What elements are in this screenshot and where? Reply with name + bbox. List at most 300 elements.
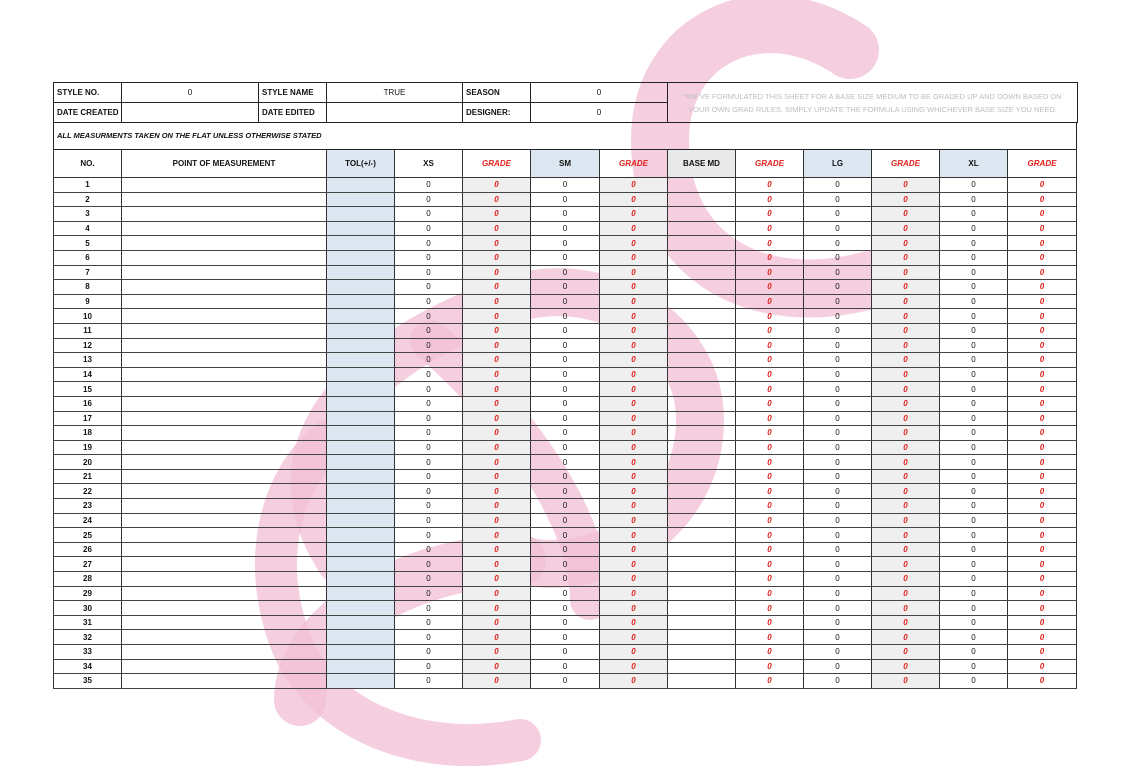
point-of-measurement-cell[interactable]	[122, 353, 327, 368]
xs-grade-cell: 0	[463, 513, 531, 528]
table-row-number: 7	[54, 265, 122, 280]
xl-value-cell[interactable]: 0	[940, 250, 1008, 265]
xl-value-cell[interactable]: 0	[940, 309, 1008, 324]
xl-value-cell[interactable]: 0	[940, 455, 1008, 470]
point-of-measurement-cell[interactable]	[122, 586, 327, 601]
base-md-value-cell[interactable]	[668, 586, 736, 601]
sm-value-cell[interactable]: 0	[531, 630, 600, 645]
designer-field[interactable]: 0	[531, 103, 668, 123]
point-of-measurement-cell[interactable]	[122, 499, 327, 514]
lg-value-cell[interactable]: 0	[804, 221, 872, 236]
xs-value-cell[interactable]: 0	[395, 645, 463, 660]
xs-value-cell[interactable]: 0	[395, 207, 463, 222]
md-grade-cell: 0	[736, 542, 804, 557]
tolerance-cell[interactable]	[327, 586, 395, 601]
xl-value-cell[interactable]: 0	[940, 221, 1008, 236]
sm-value-cell[interactable]: 0	[531, 557, 600, 572]
sm-value-cell[interactable]: 0	[531, 659, 600, 674]
lg-value-cell[interactable]: 0	[804, 542, 872, 557]
point-of-measurement-cell[interactable]	[122, 309, 327, 324]
sm-value-cell[interactable]: 0	[531, 294, 600, 309]
point-of-measurement-cell[interactable]	[122, 323, 327, 338]
point-of-measurement-cell[interactable]	[122, 411, 327, 426]
base-md-value-cell[interactable]	[668, 309, 736, 324]
base-md-value-cell[interactable]	[668, 440, 736, 455]
base-md-value-cell[interactable]	[668, 469, 736, 484]
sm-value-cell[interactable]: 0	[531, 615, 600, 630]
tolerance-cell[interactable]	[327, 440, 395, 455]
sm-value-cell[interactable]: 0	[531, 528, 600, 543]
sm-grade-cell: 0	[600, 207, 668, 222]
xl-value-cell[interactable]: 0	[940, 528, 1008, 543]
md-grade-cell: 0	[736, 513, 804, 528]
point-of-measurement-cell[interactable]	[122, 250, 327, 265]
base-md-value-cell[interactable]	[668, 192, 736, 207]
base-md-value-cell[interactable]	[668, 601, 736, 616]
base-md-value-cell[interactable]	[668, 645, 736, 660]
tolerance-cell[interactable]	[327, 367, 395, 382]
xs-value-cell[interactable]: 0	[395, 469, 463, 484]
point-of-measurement-cell[interactable]	[122, 221, 327, 236]
base-md-value-cell[interactable]	[668, 382, 736, 397]
tolerance-cell[interactable]	[327, 236, 395, 251]
base-md-value-cell[interactable]	[668, 280, 736, 295]
point-of-measurement-cell[interactable]	[122, 645, 327, 660]
xl-value-cell[interactable]: 0	[940, 615, 1008, 630]
xs-value-cell[interactable]: 0	[395, 601, 463, 616]
md-grade-cell: 0	[736, 469, 804, 484]
xl-value-cell[interactable]: 0	[940, 484, 1008, 499]
lg-value-cell[interactable]: 0	[804, 250, 872, 265]
point-of-measurement-cell[interactable]	[122, 178, 327, 193]
xs-value-cell[interactable]: 0	[395, 557, 463, 572]
tolerance-cell[interactable]	[327, 207, 395, 222]
sm-value-cell[interactable]: 0	[531, 338, 600, 353]
base-md-value-cell[interactable]	[668, 572, 736, 587]
sm-value-cell[interactable]: 0	[531, 221, 600, 236]
lg-value-cell[interactable]: 0	[804, 323, 872, 338]
tolerance-cell[interactable]	[327, 484, 395, 499]
sm-value-cell[interactable]: 0	[531, 178, 600, 193]
xl-value-cell[interactable]: 0	[940, 207, 1008, 222]
lg-grade-cell: 0	[872, 484, 940, 499]
lg-grade-cell: 0	[872, 323, 940, 338]
xs-value-cell[interactable]: 0	[395, 323, 463, 338]
table-row	[54, 207, 1077, 222]
sm-value-cell[interactable]: 0	[531, 207, 600, 222]
sm-grade-cell: 0	[600, 630, 668, 645]
xl-value-cell[interactable]: 0	[940, 630, 1008, 645]
tolerance-cell[interactable]	[327, 630, 395, 645]
xs-value-cell[interactable]: 0	[395, 221, 463, 236]
xs-value-cell[interactable]: 0	[395, 630, 463, 645]
tolerance-cell[interactable]	[327, 528, 395, 543]
lg-value-cell[interactable]: 0	[804, 280, 872, 295]
tolerance-cell[interactable]	[327, 309, 395, 324]
xs-value-cell[interactable]: 0	[395, 484, 463, 499]
tolerance-cell[interactable]	[327, 265, 395, 280]
xl-value-cell[interactable]: 0	[940, 338, 1008, 353]
xl-value-cell[interactable]: 0	[940, 659, 1008, 674]
lg-value-cell[interactable]: 0	[804, 338, 872, 353]
base-md-value-cell[interactable]	[668, 557, 736, 572]
base-md-value-cell[interactable]	[668, 615, 736, 630]
tolerance-cell[interactable]	[327, 280, 395, 295]
col-header-grade-xs: GRADE	[463, 150, 531, 178]
xl-grade-cell: 0	[1008, 382, 1077, 397]
xl-value-cell[interactable]: 0	[940, 542, 1008, 557]
point-of-measurement-cell[interactable]	[122, 426, 327, 441]
base-md-value-cell[interactable]	[668, 250, 736, 265]
tolerance-cell[interactable]	[327, 192, 395, 207]
xl-value-cell[interactable]: 0	[940, 645, 1008, 660]
xs-value-cell[interactable]: 0	[395, 382, 463, 397]
xl-value-cell[interactable]: 0	[940, 513, 1008, 528]
xl-value-cell[interactable]: 0	[940, 469, 1008, 484]
sm-value-cell[interactable]: 0	[531, 323, 600, 338]
sm-value-cell[interactable]: 0	[531, 236, 600, 251]
xs-value-cell[interactable]: 0	[395, 411, 463, 426]
sm-value-cell[interactable]: 0	[531, 499, 600, 514]
base-md-value-cell[interactable]	[668, 207, 736, 222]
sm-value-cell[interactable]: 0	[531, 586, 600, 601]
xl-grade-cell: 0	[1008, 192, 1077, 207]
tolerance-cell[interactable]	[327, 499, 395, 514]
lg-value-cell[interactable]: 0	[804, 192, 872, 207]
sm-value-cell[interactable]: 0	[531, 192, 600, 207]
tolerance-cell[interactable]	[327, 572, 395, 587]
tolerance-cell[interactable]	[327, 601, 395, 616]
lg-value-cell[interactable]: 0	[804, 426, 872, 441]
point-of-measurement-cell[interactable]	[122, 207, 327, 222]
xs-value-cell[interactable]: 0	[395, 250, 463, 265]
point-of-measurement-cell[interactable]	[122, 528, 327, 543]
xl-value-cell[interactable]: 0	[940, 367, 1008, 382]
sm-value-cell[interactable]: 0	[531, 674, 600, 689]
tolerance-cell[interactable]	[327, 426, 395, 441]
tolerance-cell[interactable]	[327, 221, 395, 236]
point-of-measurement-cell[interactable]	[122, 513, 327, 528]
point-of-measurement-cell[interactable]	[122, 265, 327, 280]
base-md-value-cell[interactable]	[668, 455, 736, 470]
tolerance-cell[interactable]	[327, 338, 395, 353]
base-md-value-cell[interactable]	[668, 674, 736, 689]
base-md-value-cell[interactable]	[668, 294, 736, 309]
base-md-value-cell[interactable]	[668, 499, 736, 514]
base-md-value-cell[interactable]	[668, 542, 736, 557]
xs-grade-cell: 0	[463, 323, 531, 338]
base-md-value-cell[interactable]	[668, 236, 736, 251]
tolerance-cell[interactable]	[327, 557, 395, 572]
lg-value-cell[interactable]: 0	[804, 528, 872, 543]
tolerance-cell[interactable]	[327, 353, 395, 368]
md-grade-cell: 0	[736, 396, 804, 411]
lg-value-cell[interactable]: 0	[804, 586, 872, 601]
sm-value-cell[interactable]: 0	[531, 309, 600, 324]
lg-value-cell[interactable]: 0	[804, 178, 872, 193]
point-of-measurement-cell[interactable]	[122, 338, 327, 353]
xl-grade-cell: 0	[1008, 645, 1077, 660]
sm-grade-cell: 0	[600, 484, 668, 499]
sm-value-cell[interactable]: 0	[531, 426, 600, 441]
base-md-value-cell[interactable]	[668, 426, 736, 441]
tolerance-cell[interactable]	[327, 411, 395, 426]
xl-grade-cell: 0	[1008, 440, 1077, 455]
xs-value-cell[interactable]: 0	[395, 309, 463, 324]
point-of-measurement-cell[interactable]	[122, 601, 327, 616]
xl-value-cell[interactable]: 0	[940, 265, 1008, 280]
xs-value-cell[interactable]: 0	[395, 294, 463, 309]
style-no-field[interactable]: 0	[122, 83, 259, 103]
sm-value-cell[interactable]: 0	[531, 601, 600, 616]
point-of-measurement-cell[interactable]	[122, 280, 327, 295]
tolerance-cell[interactable]	[327, 250, 395, 265]
point-of-measurement-cell[interactable]	[122, 542, 327, 557]
style-name-field[interactable]: TRUE	[327, 83, 463, 103]
xs-value-cell[interactable]: 0	[395, 455, 463, 470]
md-grade-cell: 0	[736, 192, 804, 207]
xs-value-cell[interactable]: 0	[395, 396, 463, 411]
xs-grade-cell: 0	[463, 309, 531, 324]
point-of-measurement-cell[interactable]	[122, 294, 327, 309]
table-row-number: 4	[54, 221, 122, 236]
lg-value-cell[interactable]: 0	[804, 207, 872, 222]
base-md-value-cell[interactable]	[668, 528, 736, 543]
xl-value-cell[interactable]: 0	[940, 499, 1008, 514]
base-md-value-cell[interactable]	[668, 513, 736, 528]
lg-value-cell[interactable]: 0	[804, 382, 872, 397]
point-of-measurement-cell[interactable]	[122, 557, 327, 572]
lg-value-cell[interactable]: 0	[804, 499, 872, 514]
xl-grade-cell: 0	[1008, 221, 1077, 236]
xl-value-cell[interactable]: 0	[940, 236, 1008, 251]
lg-value-cell[interactable]: 0	[804, 615, 872, 630]
lg-value-cell[interactable]: 0	[804, 513, 872, 528]
xl-value-cell[interactable]: 0	[940, 353, 1008, 368]
xl-value-cell[interactable]: 0	[940, 411, 1008, 426]
point-of-measurement-cell[interactable]	[122, 236, 327, 251]
xl-value-cell[interactable]: 0	[940, 586, 1008, 601]
point-of-measurement-cell[interactable]	[122, 615, 327, 630]
base-md-value-cell[interactable]	[668, 338, 736, 353]
tolerance-cell[interactable]	[327, 659, 395, 674]
table-row-number: 11	[54, 323, 122, 338]
sm-value-cell[interactable]: 0	[531, 440, 600, 455]
tolerance-cell[interactable]	[327, 513, 395, 528]
sm-value-cell[interactable]: 0	[531, 572, 600, 587]
lg-value-cell[interactable]: 0	[804, 674, 872, 689]
base-md-value-cell[interactable]	[668, 411, 736, 426]
xl-value-cell[interactable]: 0	[940, 440, 1008, 455]
xs-value-cell[interactable]: 0	[395, 586, 463, 601]
xs-value-cell[interactable]: 0	[395, 674, 463, 689]
xs-value-cell[interactable]: 0	[395, 353, 463, 368]
md-grade-cell: 0	[736, 411, 804, 426]
tolerance-cell[interactable]	[327, 396, 395, 411]
xl-value-cell[interactable]: 0	[940, 178, 1008, 193]
table-row-number: 6	[54, 250, 122, 265]
col-header-tol: TOL(+/-)	[327, 150, 395, 178]
table-row-number: 27	[54, 557, 122, 572]
sm-value-cell[interactable]: 0	[531, 513, 600, 528]
sm-value-cell[interactable]: 0	[531, 484, 600, 499]
md-grade-cell: 0	[736, 645, 804, 660]
lg-value-cell[interactable]: 0	[804, 572, 872, 587]
xs-value-cell[interactable]: 0	[395, 659, 463, 674]
xs-value-cell[interactable]: 0	[395, 192, 463, 207]
point-of-measurement-cell[interactable]	[122, 659, 327, 674]
xs-value-cell[interactable]: 0	[395, 367, 463, 382]
tolerance-cell[interactable]	[327, 178, 395, 193]
table-row	[54, 659, 1077, 674]
xs-grade-cell: 0	[463, 382, 531, 397]
xs-value-cell[interactable]: 0	[395, 265, 463, 280]
point-of-measurement-cell[interactable]	[122, 484, 327, 499]
sm-value-cell[interactable]: 0	[531, 250, 600, 265]
xs-value-cell[interactable]: 0	[395, 440, 463, 455]
tolerance-cell[interactable]	[327, 645, 395, 660]
xs-value-cell[interactable]: 0	[395, 542, 463, 557]
tolerance-cell[interactable]	[327, 323, 395, 338]
sm-grade-cell: 0	[600, 396, 668, 411]
col-header-grade-md: GRADE	[736, 150, 804, 178]
xl-grade-cell: 0	[1008, 455, 1077, 470]
tolerance-cell[interactable]	[327, 294, 395, 309]
xs-value-cell[interactable]: 0	[395, 178, 463, 193]
lg-value-cell[interactable]: 0	[804, 630, 872, 645]
xl-value-cell[interactable]: 0	[940, 601, 1008, 616]
xs-value-cell[interactable]: 0	[395, 528, 463, 543]
md-grade-cell: 0	[736, 265, 804, 280]
xl-value-cell[interactable]: 0	[940, 674, 1008, 689]
base-md-value-cell[interactable]	[668, 265, 736, 280]
col-header-base-md: BASE MD	[668, 150, 736, 178]
lg-value-cell[interactable]: 0	[804, 294, 872, 309]
lg-grade-cell: 0	[872, 294, 940, 309]
sm-grade-cell: 0	[600, 440, 668, 455]
table-row-number: 22	[54, 484, 122, 499]
tolerance-cell[interactable]	[327, 455, 395, 470]
sm-value-cell[interactable]: 0	[531, 645, 600, 660]
base-md-value-cell[interactable]	[668, 396, 736, 411]
base-md-value-cell[interactable]	[668, 178, 736, 193]
base-md-value-cell[interactable]	[668, 323, 736, 338]
lg-value-cell[interactable]: 0	[804, 659, 872, 674]
xl-value-cell[interactable]: 0	[940, 557, 1008, 572]
point-of-measurement-cell[interactable]	[122, 396, 327, 411]
xl-value-cell[interactable]: 0	[940, 382, 1008, 397]
sm-value-cell[interactable]: 0	[531, 382, 600, 397]
xs-value-cell[interactable]: 0	[395, 572, 463, 587]
tolerance-cell[interactable]	[327, 674, 395, 689]
base-md-value-cell[interactable]	[668, 353, 736, 368]
xs-value-cell[interactable]: 0	[395, 499, 463, 514]
sm-value-cell[interactable]: 0	[531, 411, 600, 426]
xs-value-cell[interactable]: 0	[395, 615, 463, 630]
tolerance-cell[interactable]	[327, 542, 395, 557]
sm-value-cell[interactable]: 0	[531, 280, 600, 295]
lg-value-cell[interactable]: 0	[804, 309, 872, 324]
sm-value-cell[interactable]: 0	[531, 469, 600, 484]
xs-value-cell[interactable]: 0	[395, 338, 463, 353]
xs-value-cell[interactable]: 0	[395, 513, 463, 528]
column-header-row	[54, 150, 1077, 178]
xs-value-cell[interactable]: 0	[395, 236, 463, 251]
date-created-field[interactable]	[122, 103, 259, 123]
point-of-measurement-cell[interactable]	[122, 455, 327, 470]
sm-value-cell[interactable]: 0	[531, 265, 600, 280]
xl-value-cell[interactable]: 0	[940, 280, 1008, 295]
xs-value-cell[interactable]: 0	[395, 280, 463, 295]
lg-grade-cell: 0	[872, 615, 940, 630]
sm-value-cell[interactable]: 0	[531, 353, 600, 368]
point-of-measurement-cell[interactable]	[122, 674, 327, 689]
tolerance-cell[interactable]	[327, 469, 395, 484]
lg-value-cell[interactable]: 0	[804, 396, 872, 411]
col-header-sm: SM	[531, 150, 600, 178]
date-edited-field[interactable]	[327, 103, 463, 123]
xl-grade-cell: 0	[1008, 250, 1077, 265]
base-md-value-cell[interactable]	[668, 659, 736, 674]
base-md-value-cell[interactable]	[668, 367, 736, 382]
sm-value-cell[interactable]: 0	[531, 367, 600, 382]
xs-grade-cell: 0	[463, 469, 531, 484]
table-row-number: 14	[54, 367, 122, 382]
lg-value-cell[interactable]: 0	[804, 236, 872, 251]
sm-value-cell[interactable]: 0	[531, 455, 600, 470]
sm-value-cell[interactable]: 0	[531, 542, 600, 557]
sm-value-cell[interactable]: 0	[531, 396, 600, 411]
sm-grade-cell: 0	[600, 645, 668, 660]
lg-value-cell[interactable]: 0	[804, 411, 872, 426]
xl-value-cell[interactable]: 0	[940, 192, 1008, 207]
base-md-value-cell[interactable]	[668, 484, 736, 499]
lg-value-cell[interactable]: 0	[804, 367, 872, 382]
lg-value-cell[interactable]: 0	[804, 353, 872, 368]
xl-value-cell[interactable]: 0	[940, 323, 1008, 338]
season-field[interactable]: 0	[531, 83, 668, 103]
point-of-measurement-cell[interactable]	[122, 572, 327, 587]
xs-value-cell[interactable]: 0	[395, 426, 463, 441]
xl-value-cell[interactable]: 0	[940, 396, 1008, 411]
xl-value-cell[interactable]: 0	[940, 294, 1008, 309]
tolerance-cell[interactable]	[327, 382, 395, 397]
xs-grade-cell: 0	[463, 484, 531, 499]
point-of-measurement-cell[interactable]	[122, 469, 327, 484]
lg-value-cell[interactable]: 0	[804, 484, 872, 499]
base-md-value-cell[interactable]	[668, 221, 736, 236]
lg-value-cell[interactable]: 0	[804, 265, 872, 280]
lg-value-cell[interactable]: 0	[804, 469, 872, 484]
base-md-value-cell[interactable]	[668, 630, 736, 645]
point-of-measurement-cell[interactable]	[122, 440, 327, 455]
point-of-measurement-cell[interactable]	[122, 630, 327, 645]
lg-value-cell[interactable]: 0	[804, 440, 872, 455]
xs-grade-cell: 0	[463, 645, 531, 660]
point-of-measurement-cell[interactable]	[122, 367, 327, 382]
xl-value-cell[interactable]: 0	[940, 572, 1008, 587]
tolerance-cell[interactable]	[327, 615, 395, 630]
point-of-measurement-cell[interactable]	[122, 382, 327, 397]
lg-value-cell[interactable]: 0	[804, 455, 872, 470]
point-of-measurement-cell[interactable]	[122, 192, 327, 207]
xl-grade-cell: 0	[1008, 309, 1077, 324]
xl-value-cell[interactable]: 0	[940, 426, 1008, 441]
grading-note: *WE'VE FORMULATED THIS SHEET FOR A BASE SIZE MEDIUM TO BE GRADED UP AND DOWN BASED ON YOUR OWN GRAD RULES. SIMPLY UPDATE THE FORMULA USING WHICHEVER BASE SIZE YOU NEED.	[668, 83, 1078, 123]
lg-value-cell[interactable]: 0	[804, 557, 872, 572]
lg-value-cell[interactable]: 0	[804, 645, 872, 660]
lg-value-cell[interactable]: 0	[804, 601, 872, 616]
